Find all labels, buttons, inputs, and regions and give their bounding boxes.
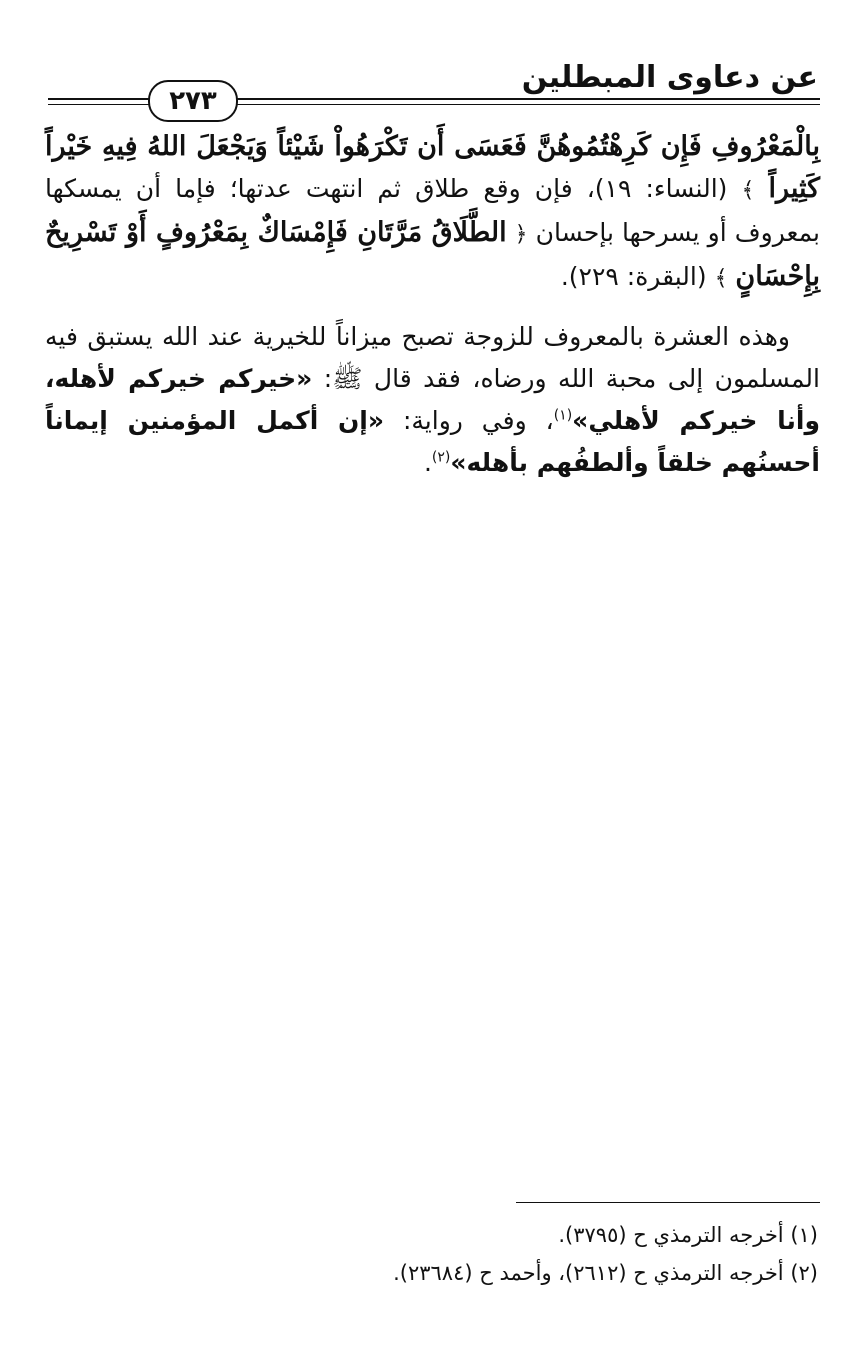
verse-ref-2: (البقرة: ٢٢٩). <box>560 262 707 291</box>
paragraph-1 <box>45 126 820 300</box>
running-title: عن دعاوى المبطلين <box>521 60 818 95</box>
paragraph-1-text: ، فإن وقع طلاق ثم انتهت عدتها؛ فإما أن يمسكها بمعروف أو يسرحها بإحسان <box>45 174 821 247</box>
paragraph-2-end: . <box>423 448 432 477</box>
footnotes <box>38 1216 818 1292</box>
quran-verse-2: الطَّلَاقُ مَرَّتَانِ فَإِمْسَاكٌ بِمَعْرُوفٍ أَوْ تَسْرِيحٌ بِإِحْسَانٍ <box>45 217 820 292</box>
quran-verse-1: بِالْمَعْرُوفِ فَإِن كَرِهْتُمُوهُنَّ فَعَسَى أَن تَكْرَهُواْ شَيْئاً وَيَجْعَلَ اللهُ فِيهِ خَيْراً كَثِيراً <box>45 131 820 204</box>
paragraph-2 <box>45 316 820 484</box>
verse-open-bracket: ﴿ <box>514 222 528 247</box>
page-number: ٢٧٣ <box>148 80 238 122</box>
footnote-ref-2[interactable]: (٢) <box>431 449 451 466</box>
verse-close-bracket-2: ﴾ <box>714 266 728 291</box>
footnote-2: (٢) أخرجه الترمذي ح (٢٦١٢)، وأحمد ح (٢٣٦٨٤). <box>393 1261 818 1285</box>
verse-ref-1: (النساء: ١٩) <box>594 174 728 203</box>
hadith-2: «إن أكمل المؤمنين إيماناً أحسنُهم خلقاً وألطفُهم بأهله» <box>45 406 820 477</box>
footnote-separator <box>516 1202 820 1203</box>
main-text <box>45 126 820 484</box>
verse-close-bracket: ﴾ <box>741 178 755 203</box>
footnote-ref-1[interactable]: (١) <box>553 407 573 424</box>
footnote-1: (١) أخرجه الترمذي ح (٣٧٩٥). <box>558 1223 818 1247</box>
paragraph-2-text-1: وهذه العشرة بالمعروف للزوجة تصبح ميزاناً للخيرية عند الله يستبق فيه المسلمون إلى محبة الله ورضاه، فقد قال ﷺ: <box>45 322 820 393</box>
paragraph-2-text-2: ، وفي رواية: <box>384 406 554 435</box>
hadith-1: «خيركم خيركم لأهله، وأنا خيركم لأهلي» <box>45 364 820 435</box>
